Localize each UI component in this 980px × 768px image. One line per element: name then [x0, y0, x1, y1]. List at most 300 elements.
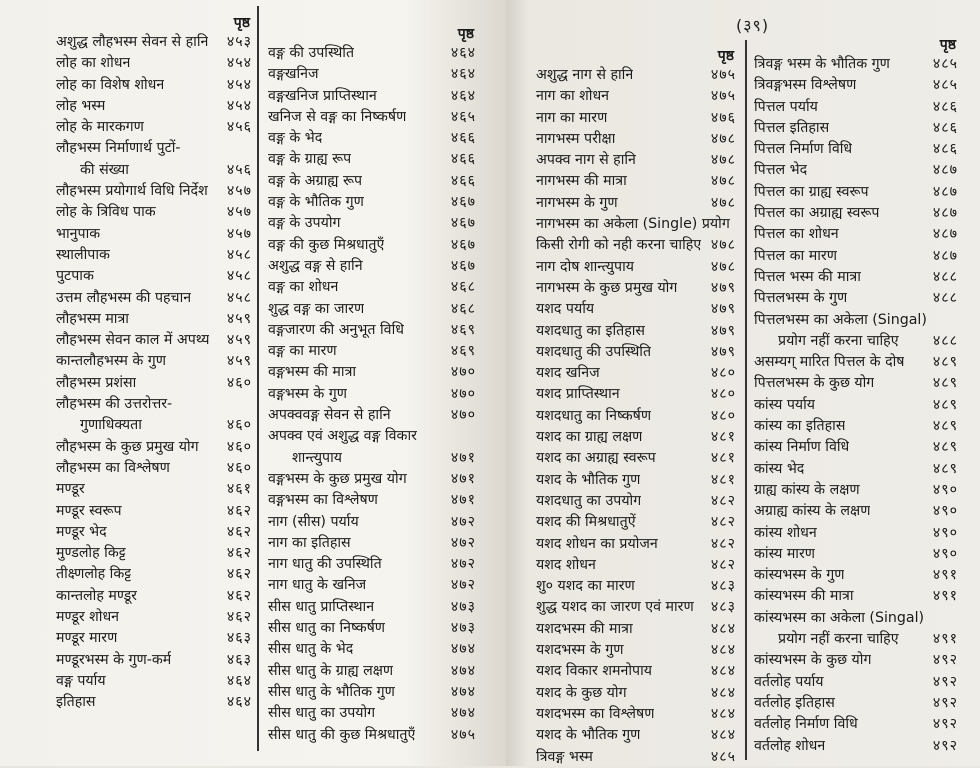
toc-entry: [536, 321, 736, 342]
toc-entry: [536, 193, 736, 214]
entry-page-number: ४९०: [932, 524, 958, 541]
toc-entry: [56, 330, 252, 351]
toc-entry: [754, 672, 958, 693]
toc-entry: [536, 235, 736, 256]
toc-entry: [536, 491, 736, 512]
toc-entry: [56, 543, 252, 564]
entry-title: कांस्य भेद: [754, 460, 805, 477]
entry-page-number: ४७८: [710, 258, 736, 275]
column-divider: [257, 6, 259, 751]
toc-entry: [536, 555, 736, 576]
entry-title: अग्राह्य कांस्य के लक्षण: [754, 503, 871, 520]
entry-page-number: ४८५: [932, 77, 958, 94]
toc-entry: [268, 426, 476, 447]
entry-title: वर्तलोह इतिहास: [754, 694, 835, 711]
toc-entry: [754, 267, 958, 288]
toc-entry: [536, 278, 736, 299]
entry-page-number: ४७५: [710, 88, 736, 105]
entry-title: यशदधातु का निष्कर्षण: [536, 407, 652, 424]
entry-page-number: ४८०: [710, 407, 736, 424]
toc-entry: [536, 597, 736, 618]
entry-page-number: ४६९: [450, 343, 476, 360]
entry-page-number: ४७४: [450, 683, 476, 700]
toc-column-2: [268, 25, 476, 746]
entry-page-number: ४८५: [932, 56, 958, 72]
toc-entry: [56, 138, 252, 159]
toc-entry: [754, 97, 958, 118]
page-column-header: पृष्ठ: [939, 37, 956, 53]
toc-entry: [754, 650, 958, 671]
toc-entry: [268, 299, 476, 320]
toc-entry: [56, 266, 252, 287]
toc-entry: [56, 32, 252, 53]
entry-page-number: ४६२: [226, 587, 252, 604]
entry-title: लौहभस्म का विश्लेषण: [56, 459, 170, 476]
toc-entry: [536, 108, 736, 129]
toc-entry: [56, 671, 252, 692]
entry-page-number: ४९२: [932, 673, 958, 690]
entry-page-number: ४७८: [710, 130, 736, 147]
toc-entry: [536, 661, 736, 682]
entry-title: वङ्ग का शोधन: [268, 279, 339, 296]
toc-entry: [536, 86, 736, 107]
toc-column-1: [56, 14, 252, 714]
entry-page-number: ४५७: [226, 183, 252, 200]
entry-page-number: ४९२: [932, 737, 958, 754]
entry-title: त्रिवङ्ग भस्म: [536, 748, 593, 765]
entry-title: वङ्ग पर्याय: [56, 672, 106, 689]
entry-page-number: ४८३: [710, 599, 736, 616]
entry-page-number: ४६२: [226, 502, 252, 519]
entry-title: लौहभस्म निर्माणार्थ पुटों-: [56, 140, 181, 157]
entry-title: नाग का मारण: [536, 109, 608, 126]
entry-title: स्थालीपाक: [56, 246, 110, 263]
entry-title: पित्तल पर्याय: [754, 98, 818, 115]
entry-title: पित्तल का ग्राह्य स्वरूप: [754, 183, 869, 200]
toc-entry: [754, 224, 958, 245]
entry-page-number: ४७२: [450, 556, 476, 573]
entry-title: पित्तल भस्म की मात्रा: [754, 268, 861, 285]
toc-entry: [754, 459, 958, 480]
entry-page-number: ४७८: [710, 173, 736, 190]
toc-entry: [56, 479, 252, 500]
entry-title: की संख्या: [80, 161, 129, 178]
entry-page-number: ४५६: [226, 119, 252, 136]
toc-entry: [268, 384, 476, 405]
toc-entry: [56, 501, 252, 522]
toc-entry: [268, 512, 476, 533]
toc-entry: [268, 639, 476, 660]
toc-entry: [56, 53, 252, 74]
entry-page-number: ४६२: [226, 523, 252, 540]
toc-entry: [754, 246, 958, 267]
entry-page-number: ४८६: [932, 119, 958, 136]
entry-page-number: ४६२: [226, 609, 252, 626]
entry-page-number: ४७४: [450, 641, 476, 658]
toc-entry: [536, 299, 736, 320]
entry-page-number: ४८६: [932, 141, 958, 158]
entry-title: यशदभस्म का विश्लेषण: [536, 705, 655, 722]
toc-entry: [268, 597, 476, 618]
page-column-header: पृष्ठ: [457, 26, 474, 42]
entry-page-number: ४६३: [226, 651, 252, 668]
toc-entry: [754, 736, 958, 757]
entry-page-number: ४८७: [932, 226, 958, 243]
toc-entry: [536, 384, 736, 405]
entry-title: कान्तलौहभस्म के गुण: [56, 353, 166, 370]
entry-page-number: ४८८: [932, 332, 958, 349]
toc-entry: [56, 96, 252, 117]
entry-title: मण्डूर भेद: [56, 523, 107, 540]
toc-entry: [56, 607, 252, 628]
entry-title: अशुद्ध वङ्ग से हानि: [268, 257, 363, 274]
entry-title: वङ्ग की उपस्थिति: [268, 45, 355, 61]
toc-entry: [268, 256, 476, 277]
entry-title: अपक्ववङ्ग सेवन से हानि: [268, 407, 391, 424]
entry-title: अपक्व नाग से हानि: [536, 152, 636, 169]
entry-page-number: ४७१: [450, 449, 476, 466]
entry-title: यशद के भौतिक गुण: [536, 471, 641, 488]
entry-page-number: ४६०: [226, 374, 252, 391]
entry-page-number: ४८०: [710, 386, 736, 403]
toc-entry: [268, 448, 476, 469]
entry-page-number: ४६६: [450, 130, 476, 147]
entry-title: यशद का ग्राह्य लक्षण: [536, 429, 643, 446]
entry-title: वङ्ग की कुछ मिश्रधातुएँ: [268, 236, 385, 253]
entry-page-number: ४५७: [226, 225, 252, 242]
entry-page-number: ४९१: [932, 588, 958, 605]
entry-title: मण्डूर स्वरूप: [56, 502, 122, 519]
entry-page-number: ४९१: [932, 631, 958, 648]
entry-page-number: ४७२: [450, 513, 476, 530]
entry-title: असम्यग् मारित पित्तल के दोष: [754, 354, 905, 371]
entry-title: कांस्य निर्माण विधि: [754, 439, 850, 456]
entry-title: नाग का शोधन: [536, 88, 610, 105]
entry-title: वङ्ग के उपयोग: [268, 215, 341, 232]
entry-title: कांस्यभस्म के गुण: [754, 567, 845, 584]
entry-page-number: ४८७: [932, 183, 958, 200]
toc-entry: [754, 54, 958, 75]
entry-title: यशद प्राप्तिस्थान: [536, 386, 620, 403]
entry-title: पित्तलभस्म का अकेला (Singal): [754, 311, 927, 328]
toc-entry: [56, 458, 252, 479]
toc-entry: [536, 640, 736, 661]
entry-page-number: ४६१: [226, 481, 252, 498]
entry-title: गुणाधिक्यता: [80, 417, 142, 434]
toc-entry: [268, 575, 476, 596]
entry-page-number: ४५४: [226, 97, 252, 114]
toc-entry: [754, 523, 958, 544]
entry-page-number: ४६४: [226, 672, 252, 689]
entry-page-number: ४५८: [226, 246, 252, 263]
toc-entry: [754, 75, 958, 96]
entry-title: वङ्ग का मारण: [268, 343, 337, 360]
entry-page-number: ४७९: [710, 301, 736, 318]
entry-title: यशद के भौतिक गुण: [536, 727, 641, 744]
toc-entry: [268, 171, 476, 192]
toc-entry: [56, 288, 252, 309]
entry-title: सीस धातु प्राप्तिस्थान: [268, 598, 375, 615]
entry-page-number: ४७३: [450, 620, 476, 637]
toc-entry: [754, 714, 958, 735]
entry-title: वङ्ग के भौतिक गुण: [268, 194, 364, 211]
toc-entry: [268, 107, 476, 128]
entry-page-number: ४७६: [710, 109, 736, 126]
entry-page-number: ४७०: [450, 407, 476, 424]
toc-entry: [536, 512, 736, 533]
entry-title: वर्तलोह निर्माण विधि: [754, 716, 858, 733]
toc-entry: [754, 352, 958, 373]
entry-page-number: ४६०: [226, 438, 252, 455]
entry-title: लोह के मारकगण: [56, 119, 144, 136]
entry-title: किसी रोगी को नही करना चाहिए: [536, 237, 702, 254]
entry-page-number: ४८३: [710, 578, 736, 595]
toc-entry: [56, 117, 252, 138]
toc-entry: [536, 171, 736, 192]
entry-page-number: ४५८: [226, 268, 252, 285]
entry-title: नाग (सीस) पर्याय: [268, 513, 359, 530]
entry-title: लोह के त्रिविध पाक: [56, 204, 156, 221]
toc-entry: [754, 608, 958, 629]
entry-title: मण्डूरभस्म के गुण-कर्म: [56, 651, 172, 668]
toc-entry: [56, 394, 252, 415]
toc-entry: [536, 363, 736, 384]
toc-entry: [56, 351, 252, 372]
entry-page-number: ४७१: [450, 470, 476, 487]
entry-title: कांस्य पर्याय: [754, 396, 816, 413]
entry-page-number: ४८७: [932, 162, 958, 179]
toc-entry: [536, 427, 736, 448]
entry-page-number: ४५७: [226, 204, 252, 221]
toc-entry: [268, 213, 476, 234]
entry-title: लोह भस्म: [56, 97, 106, 114]
toc-entry: [268, 554, 476, 575]
toc-entry: [268, 725, 476, 746]
entry-page-number: ४५३: [226, 34, 252, 50]
toc-entry: [56, 181, 252, 202]
entry-title: वङ्गभस्म का विश्लेषण: [268, 492, 378, 509]
entry-page-number: ४८२: [710, 535, 736, 552]
toc-entry: [536, 576, 736, 597]
toc-entry: [56, 373, 252, 394]
toc-entry: [536, 619, 736, 640]
toc-entry: [536, 683, 736, 704]
entry-title: लौहभस्म सेवन काल में अपथ्य: [56, 332, 210, 349]
toc-entry: [56, 692, 252, 713]
entry-page-number: ४९०: [932, 481, 958, 498]
toc-entry: [56, 415, 252, 436]
entry-page-number: ४६४: [226, 694, 252, 711]
toc-entry: [268, 128, 476, 149]
entry-title: अपक्व एवं अशुद्ध वङ्ग विकार: [268, 428, 417, 445]
toc-entry: [56, 650, 252, 671]
entry-title: लौहभस्म प्रयोगार्थ विधि निर्देश: [56, 183, 208, 200]
entry-title: कांस्यभस्म के कुछ योग: [754, 652, 872, 669]
toc-entry: [536, 150, 736, 171]
toc-entry: [754, 288, 958, 309]
toc-entry: [56, 437, 252, 458]
entry-title: पित्तल का मारण: [754, 247, 837, 264]
column-divider: [745, 40, 747, 760]
entry-title: पित्तल भेद: [754, 162, 808, 179]
entry-title: मण्डूर: [56, 481, 85, 498]
entry-page-number: ४८४: [710, 727, 736, 744]
toc-entry: [754, 182, 958, 203]
entry-title: अशुद्ध लौहभस्म सेवन से हानि: [56, 34, 209, 50]
entry-page-number: ४९२: [932, 652, 958, 669]
toc-entry: [754, 331, 958, 352]
entry-page-number: ४७३: [450, 598, 476, 615]
toc-entry: [268, 533, 476, 554]
entry-title: यशदभस्म की मात्रा: [536, 620, 633, 637]
entry-page-number: ४७४: [450, 662, 476, 679]
entry-page-number: ४८२: [710, 556, 736, 573]
entry-page-number: ४७०: [450, 385, 476, 402]
toc-entry: [536, 534, 736, 555]
toc-entry: [536, 214, 736, 235]
entry-page-number: ४५४: [226, 55, 252, 72]
toc-column-4: [754, 36, 958, 757]
entry-title: वङ्ग के भेद: [268, 130, 323, 147]
entry-title: कांस्य मारण: [754, 545, 816, 562]
toc-entry: [754, 118, 958, 139]
entry-page-number: ४५९: [226, 353, 252, 370]
toc-entry: [754, 395, 958, 416]
toc-entry: [56, 309, 252, 330]
toc-entry: [268, 469, 476, 490]
entry-page-number: ४८४: [710, 620, 736, 637]
entry-page-number: ४५८: [226, 289, 252, 306]
entry-title: कांस्य का इतिहास: [754, 418, 846, 435]
entry-page-number: ४८९: [932, 396, 958, 413]
entry-title: कांस्यभस्म की मात्रा: [754, 588, 854, 605]
entry-title: शान्त्युपाय: [292, 449, 343, 466]
entry-title: वङ्गभस्म के गुण: [268, 385, 348, 402]
entry-page-number: ४७२: [450, 577, 476, 594]
entry-title: नागभस्म के कुछ प्रमुख योग: [536, 279, 678, 296]
entry-title: वङ्गजारण की अनुभूत विधि: [268, 321, 404, 338]
entry-title: शुद्ध यशद का जारण एवं मारण: [536, 599, 694, 616]
toc-entry: [536, 342, 736, 363]
entry-page-number: ४६८: [450, 300, 476, 317]
toc-entry: [56, 75, 252, 96]
toc-entry: [754, 693, 958, 714]
entry-title: सीस धातु का उपयोग: [268, 705, 376, 722]
entry-title: नाग का इतिहास: [268, 534, 351, 551]
entry-title: कांस्यभस्म का अकेला (Singal): [754, 609, 925, 626]
toc-entry: [536, 406, 736, 427]
entry-page-number: ४६७: [450, 215, 476, 232]
entry-page-number: ४८१: [710, 471, 736, 488]
entry-page-number: ४८२: [710, 492, 736, 509]
entry-title: नाग दोष शान्त्युपाय: [536, 258, 634, 275]
entry-page-number: ४८२: [710, 514, 736, 531]
toc-entry: [268, 490, 476, 511]
toc-entry: [536, 129, 736, 150]
toc-entry: [268, 43, 476, 64]
toc-entry: [754, 480, 958, 501]
entry-title: लौहभस्म मात्रा: [56, 310, 129, 327]
toc-entry: [754, 139, 958, 160]
entry-title: सीस धातु का निष्कर्षण: [268, 620, 386, 637]
entry-page-number: ४८४: [710, 684, 736, 701]
toc-entry: [754, 310, 958, 331]
entry-title: शुद्ध वङ्ग का जारण: [268, 300, 365, 317]
toc-entry: [268, 405, 476, 426]
entry-page-number: ४८५: [710, 748, 736, 765]
entry-title: यशद के कुछ योग: [536, 684, 627, 701]
toc-entry: [754, 629, 958, 650]
toc-entry: [56, 224, 252, 245]
entry-title: वङ्ग के ग्राह्य रूप: [268, 151, 352, 168]
toc-entry: [754, 544, 958, 565]
toc-entry: [268, 64, 476, 85]
toc-entry: [268, 618, 476, 639]
toc-entry: [754, 501, 958, 522]
entry-page-number: ४७४: [450, 705, 476, 722]
toc-entry: [56, 564, 252, 585]
entry-title: मण्डूर मारण: [56, 630, 118, 647]
toc-entry: [536, 470, 736, 491]
entry-page-number: ४७८: [710, 152, 736, 169]
entry-title: तीक्ष्णलोह किट्ट: [56, 566, 132, 583]
entry-title: सीस धातु के भौतिक गुण: [268, 683, 395, 700]
page-number: (३९): [736, 16, 770, 35]
toc-entry: [268, 661, 476, 682]
entry-title: अशुद्ध नाग से हानि: [536, 67, 634, 83]
entry-title: प्रयोग नहीं करना चाहिए: [778, 631, 899, 648]
entry-title: सीस धातु की कुछ मिश्रधातुएँ: [268, 726, 416, 743]
entry-page-number: ४५९: [226, 310, 252, 327]
entry-page-number: ४५६: [226, 161, 252, 178]
entry-page-number: ४८१: [710, 429, 736, 446]
toc-entry: [268, 362, 476, 383]
toc-entry: [268, 277, 476, 298]
entry-title: त्रिवङ्गभस्म विश्लेषण: [754, 77, 857, 94]
entry-page-number: ४७८: [710, 194, 736, 211]
entry-title: कांस्य शोधन: [754, 524, 817, 541]
entry-title: प्रयोग नहीं करना चाहिए: [778, 332, 899, 349]
entry-title: पित्तल इतिहास: [754, 119, 830, 136]
entry-title: इतिहास: [56, 694, 96, 711]
page-column-header: पृष्ठ: [233, 15, 250, 31]
entry-title: नागभस्म का अकेला (Single) प्रयोग: [536, 216, 730, 233]
entry-title: पित्तलभस्म के गुण: [754, 290, 848, 307]
entry-title: वङ्ग के अग्राह्य रूप: [268, 172, 363, 189]
entry-page-number: ४८४: [710, 663, 736, 680]
entry-page-number: ४६५: [450, 108, 476, 125]
entry-page-number: ४८६: [932, 98, 958, 115]
entry-page-number: ४६४: [450, 45, 476, 61]
entry-page-number: ४७२: [450, 534, 476, 551]
entry-title: लोह का शोधन: [56, 55, 131, 72]
toc-entry: [754, 565, 958, 586]
entry-title: कान्तलोह मण्डूर: [56, 587, 137, 604]
entry-title: नागभस्म की मात्रा: [536, 173, 627, 190]
entry-title: सीस धातु के भेद: [268, 641, 354, 658]
toc-entry: [754, 203, 958, 224]
toc-entry: [536, 704, 736, 725]
entry-title: यशद की मिश्रधातुऐं: [536, 514, 636, 531]
entry-page-number: ४६७: [450, 236, 476, 253]
entry-title: यशदभस्म के गुण: [536, 642, 624, 659]
entry-title: यशद पर्याय: [536, 301, 595, 318]
entry-page-number: ४६६: [450, 172, 476, 189]
toc-entry: [536, 65, 736, 86]
toc-entry: [268, 682, 476, 703]
toc-entry: [268, 86, 476, 107]
entry-page-number: ४७८: [710, 237, 736, 254]
